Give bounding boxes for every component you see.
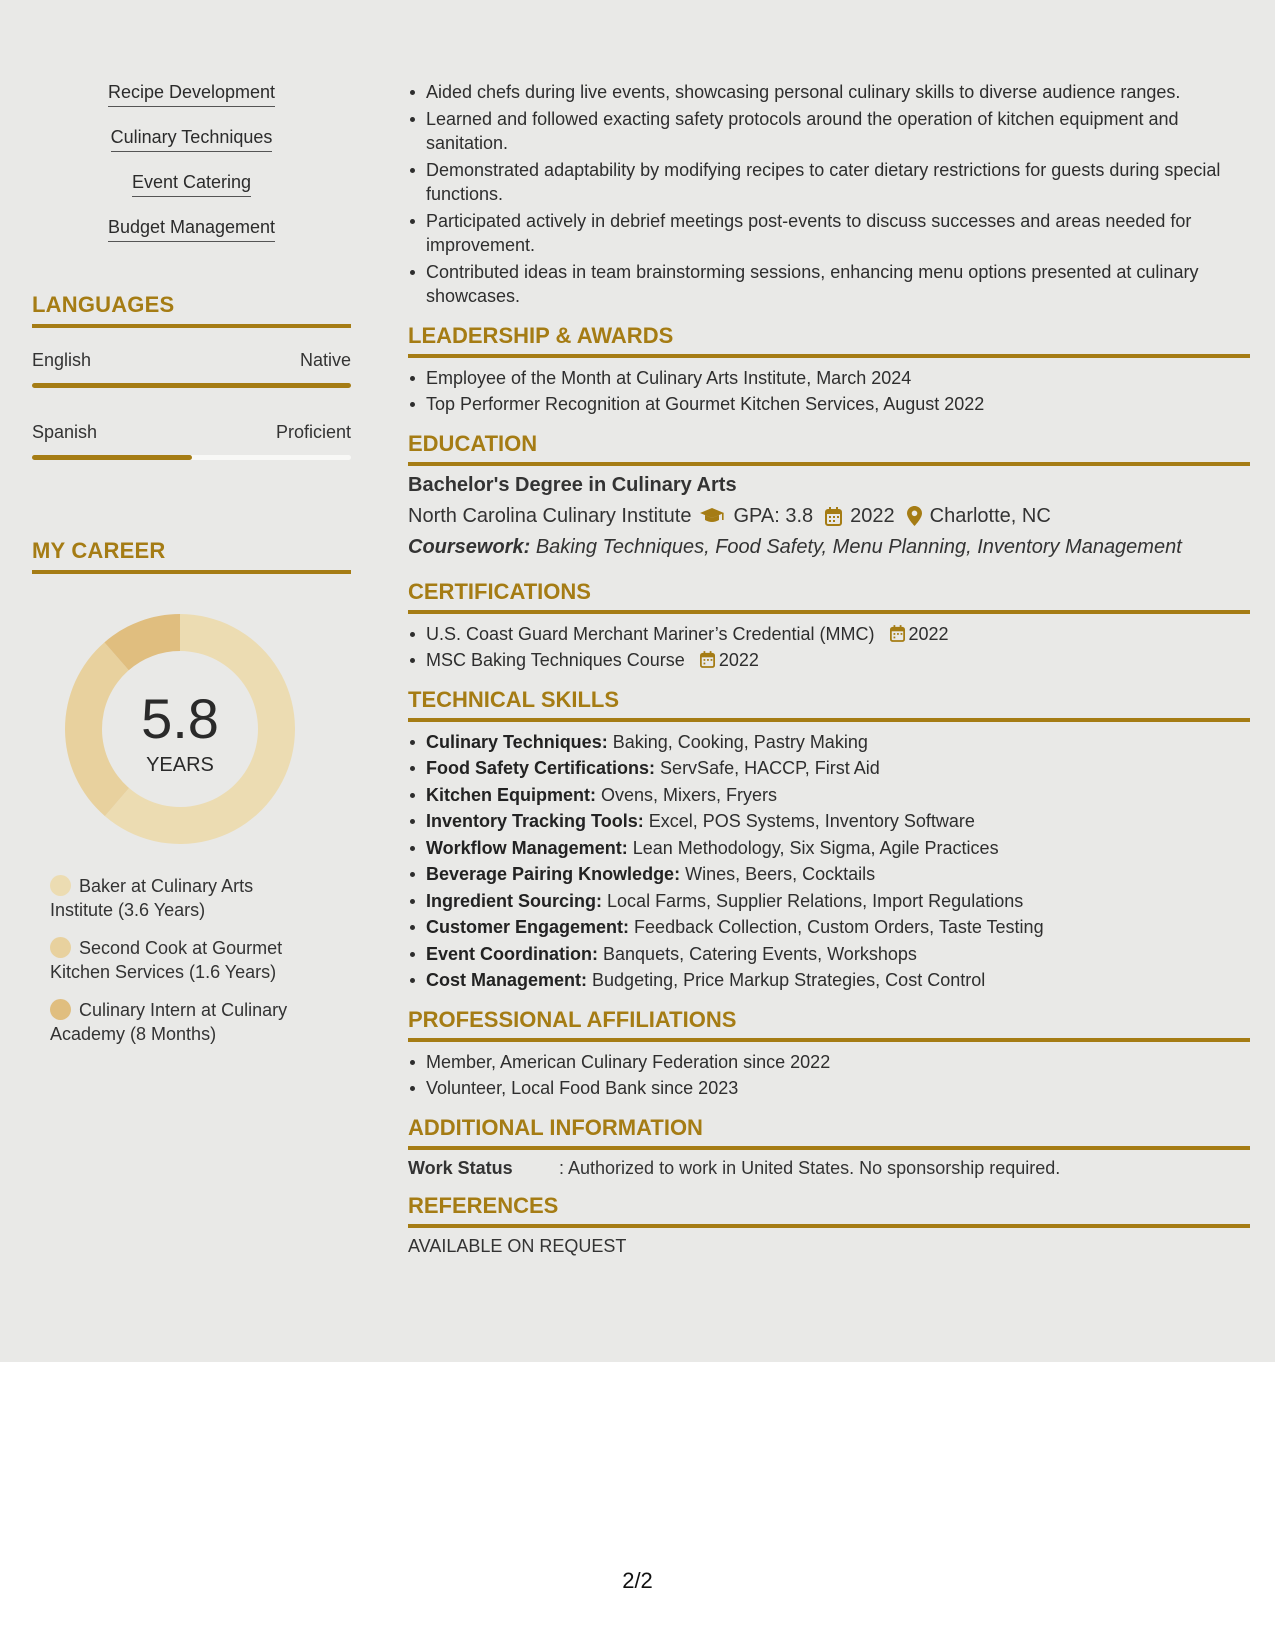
- school-location: Charlotte, NC: [929, 504, 1051, 527]
- gpa: GPA: 3.8: [733, 504, 814, 527]
- technical-skill-key: Event Coordination:: [426, 943, 598, 964]
- references-title: REFERENCES: [408, 1193, 1250, 1228]
- technical-skill-item: [408, 756, 1250, 781]
- technical-skill-key: Customer Engagement:: [426, 917, 630, 937]
- language-name: English: [32, 350, 92, 370]
- language-level: Proficient: [275, 422, 351, 442]
- technical-skill-item: [408, 730, 1250, 755]
- certification-item: [408, 622, 1250, 647]
- affiliations-title: PROFESSIONAL AFFILIATIONS: [408, 1007, 1250, 1042]
- experience-bullet: Demonstrated adaptability by modifying recipes to cater dietary restrictions for guests during special functions.: [408, 158, 1250, 207]
- affiliation-item: Volunteer, Local Food Bank since 2023: [408, 1076, 1250, 1101]
- certifications-title: CERTIFICATIONS: [408, 579, 1250, 614]
- certification-name: MSC Baking Techniques Course: [426, 650, 685, 670]
- graduation-year: 2022: [850, 504, 895, 527]
- calendar-icon: [700, 651, 715, 668]
- technical-skill-item: [408, 836, 1250, 861]
- education-title: EDUCATION: [408, 431, 1250, 466]
- legend-dot-icon: [50, 999, 71, 1020]
- technical-skills-title: TECHNICAL SKILLS: [408, 687, 1250, 722]
- page-number: 2/2: [622, 1568, 653, 1593]
- career-title: MY CAREER: [32, 538, 351, 574]
- technical-skill-key: Kitchen Equipment:: [426, 784, 596, 805]
- legend-item: [50, 936, 320, 984]
- additional-info-title: ADDITIONAL INFORMATION: [408, 1115, 1250, 1150]
- certification-year: 2022: [718, 650, 759, 670]
- leadership-title: LEADERSHIP & AWARDS: [408, 323, 1250, 358]
- certification-item: [408, 648, 1250, 673]
- work-status-value: : Authorized to work in United States. No sponsorship required.: [559, 1157, 1061, 1178]
- career-legend: [50, 874, 320, 1046]
- coursework: [408, 536, 1250, 559]
- legend-dot-icon: [50, 875, 71, 896]
- languages-title: LANGUAGES: [32, 292, 351, 328]
- technical-skill-value: Budgeting, Price Markup Strategies, Cost Control: [592, 970, 986, 990]
- technical-skill-value: Wines, Beers, Cocktails: [685, 864, 876, 884]
- calendar-icon: [890, 625, 905, 642]
- language-level-bar: [32, 383, 351, 388]
- award-item: Top Performer Recognition at Gourmet Kitchen Services, August 2022: [408, 392, 1250, 417]
- experience-bullet: Contributed ideas in team brainstorming sessions, enhancing menu options presented at culinary showcases.: [408, 260, 1250, 309]
- skill-item: Budget Management: [108, 217, 275, 242]
- technical-skill-key: Workflow Management:: [426, 837, 628, 858]
- technical-skill-item: [408, 889, 1250, 914]
- certifications-list: [408, 622, 1250, 673]
- left-column: [32, 82, 351, 1060]
- technical-skill-value: Excel, POS Systems, Inventory Software: [648, 811, 975, 831]
- graduation-cap-icon: [699, 507, 725, 525]
- technical-skill-value: Local Farms, Supplier Relations, Import Regulations: [607, 890, 1024, 911]
- references-text: AVAILABLE ON REQUEST: [408, 1235, 627, 1256]
- language-english: [32, 350, 351, 388]
- technical-skill-value: Baking, Cooking, Pastry Making: [612, 731, 868, 752]
- language-level-fill: [32, 383, 351, 388]
- experience-bullets: [408, 80, 1250, 309]
- technical-skill-item: [408, 862, 1250, 887]
- coursework-label: Coursework:: [408, 535, 531, 558]
- skill-item: Event Catering: [132, 172, 251, 197]
- career-total-years: 5.8: [141, 687, 219, 750]
- technical-skill-item: [408, 809, 1250, 834]
- technical-skill-item: [408, 968, 1250, 993]
- experience-bullet: Aided chefs during live events, showcasing personal culinary skills to diverse audience ranges.: [408, 80, 1250, 105]
- legend-label: Culinary Intern at Culinary Academy (8 Months): [50, 1000, 288, 1044]
- language-level: Native: [299, 350, 351, 370]
- education-details: [408, 505, 1250, 528]
- career-total-unit: YEARS: [146, 754, 214, 776]
- location-pin-icon: [907, 506, 922, 526]
- certification-year: 2022: [908, 623, 949, 644]
- affiliation-item: Member, American Culinary Federation since 2022: [408, 1050, 1250, 1075]
- coursework-list: Baking Techniques, Food Safety, Menu Planning, Inventory Management: [535, 535, 1182, 558]
- skills-list: [32, 82, 351, 262]
- technical-skill-key: Inventory Tracking Tools:: [426, 811, 644, 831]
- technical-skill-value: Lean Methodology, Six Sigma, Agile Practices: [632, 837, 999, 858]
- legend-label: Baker at Culinary Arts Institute (3.6 Years): [50, 876, 254, 920]
- language-level-bar: [32, 455, 351, 460]
- technical-skills-list: [408, 730, 1250, 993]
- technical-skill-value: Banquets, Catering Events, Workshops: [603, 943, 917, 964]
- experience-bullet: Participated actively in debrief meetings post-events to discuss successes and areas needed for improvement.: [408, 209, 1250, 258]
- legend-dot-icon: [50, 937, 71, 958]
- technical-skill-value: Feedback Collection, Custom Orders, Taste Testing: [634, 917, 1044, 937]
- leadership-list: [408, 366, 1250, 417]
- right-column: [408, 80, 1250, 1257]
- experience-bullet: Learned and followed exacting safety protocols around the operation of kitchen equipment and sanitation.: [408, 107, 1250, 156]
- affiliations-list: [408, 1050, 1250, 1101]
- certification-name: U.S. Coast Guard Merchant Mariner’s Credential (MMC): [426, 623, 875, 644]
- language-name: Spanish: [32, 422, 98, 442]
- skill-item: Recipe Development: [108, 82, 275, 107]
- career-donut-chart: [65, 614, 295, 844]
- technical-skill-key: Culinary Techniques:: [426, 731, 608, 752]
- work-status-row: [408, 1158, 1250, 1179]
- technical-skill-item: [408, 915, 1250, 940]
- technical-skill-item: [408, 783, 1250, 808]
- legend-item: [50, 998, 320, 1046]
- school-name: North Carolina Culinary Institute: [408, 504, 692, 527]
- legend-label: Second Cook at Gourmet Kitchen Services (1.6 Years): [50, 938, 283, 982]
- technical-skill-key: Beverage Pairing Knowledge:: [426, 864, 681, 884]
- award-item: Employee of the Month at Culinary Arts Institute, March 2024: [408, 366, 1250, 391]
- degree-name: Bachelor's Degree in Culinary Arts: [408, 473, 737, 496]
- technical-skill-key: Cost Management:: [426, 970, 588, 990]
- technical-skill-value: ServSafe, HACCP, First Aid: [660, 758, 880, 778]
- calendar-icon: [825, 507, 842, 526]
- legend-item: [50, 874, 320, 922]
- technical-skill-value: Ovens, Mixers, Fryers: [601, 784, 778, 805]
- technical-skill-item: [408, 942, 1250, 967]
- technical-skill-key: Ingredient Sourcing:: [426, 890, 603, 911]
- technical-skill-key: Food Safety Certifications:: [426, 758, 656, 778]
- work-status-label: Work Status: [408, 1157, 513, 1178]
- language-spanish: [32, 422, 351, 460]
- skill-item: Culinary Techniques: [111, 127, 273, 152]
- language-level-fill: [32, 455, 192, 460]
